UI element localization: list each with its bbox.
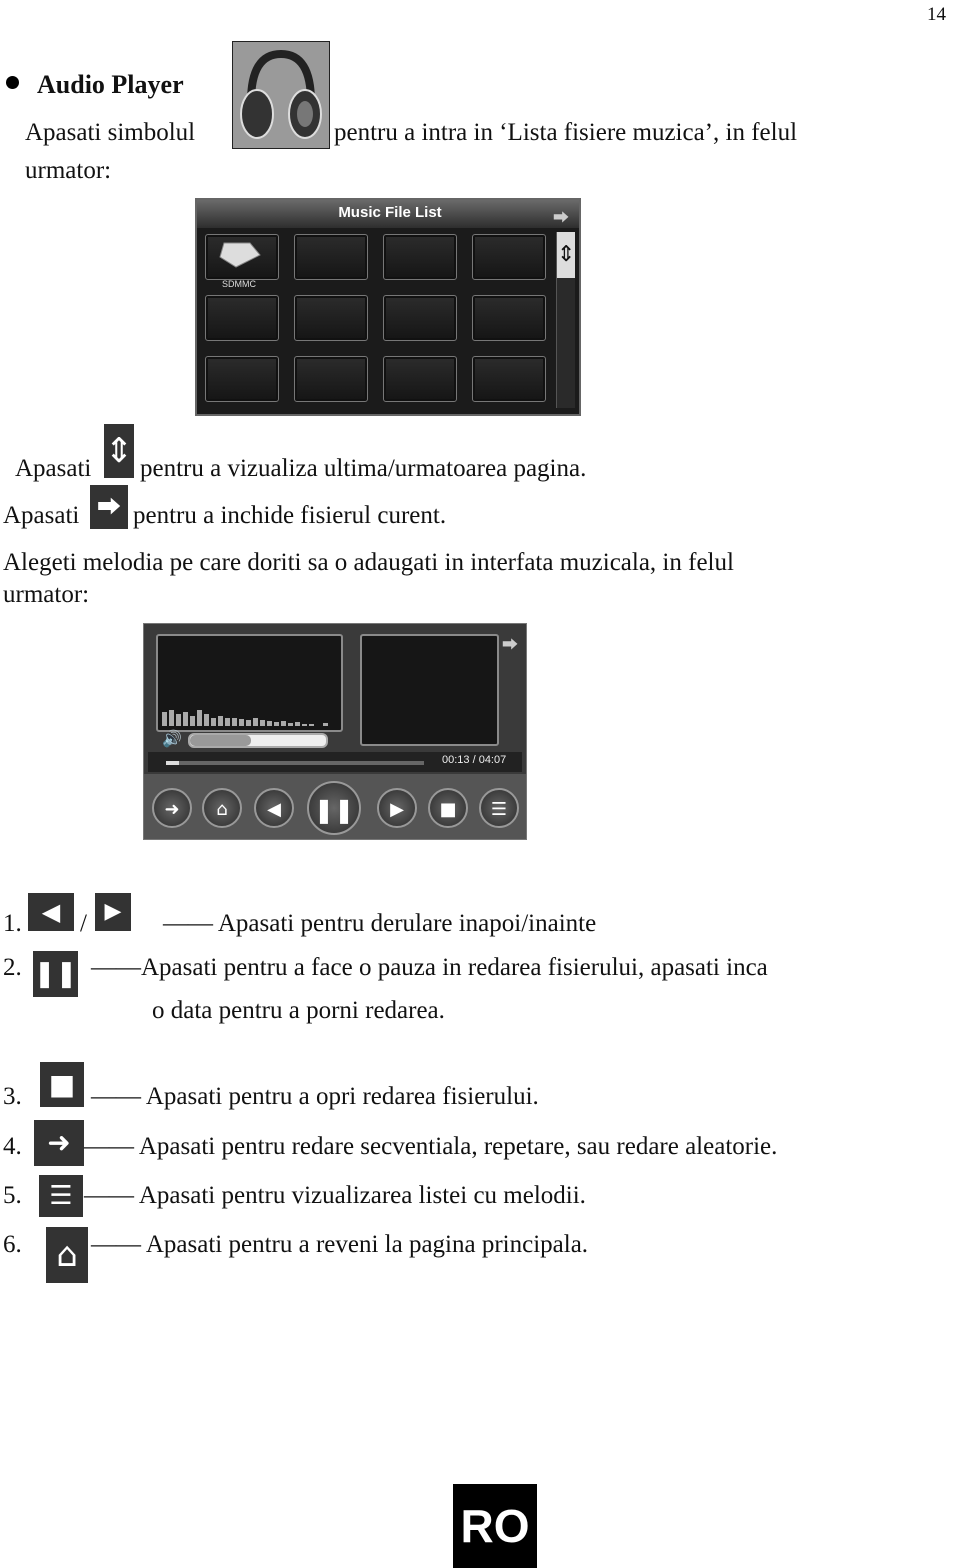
file-tile[interactable] bbox=[205, 234, 279, 280]
exit-icon[interactable]: ⮕ bbox=[552, 208, 569, 227]
play-mode-button[interactable]: ➜ bbox=[152, 788, 192, 828]
file-tile[interactable] bbox=[383, 356, 457, 402]
album-art-screen bbox=[360, 634, 499, 746]
file-tile[interactable] bbox=[205, 356, 279, 402]
legend-number-4: 4. bbox=[3, 1133, 22, 1160]
file-tile[interactable] bbox=[294, 295, 368, 341]
music-file-list-panel bbox=[195, 198, 581, 416]
file-tile[interactable] bbox=[383, 295, 457, 341]
file-tile[interactable] bbox=[294, 234, 368, 280]
scrollbar[interactable] bbox=[556, 232, 575, 408]
legend-number-1: 1. bbox=[3, 910, 22, 937]
home-icon: ⌂ bbox=[46, 1227, 88, 1283]
legend-text-6: —— Apasati pentru a reveni la pagina principala. bbox=[91, 1231, 589, 1258]
legend-text-3: —— Apasati pentru a opri redarea fisierului. bbox=[91, 1083, 539, 1110]
legend-number-3: 3. bbox=[3, 1083, 22, 1110]
legend-number-2: 2. bbox=[3, 954, 22, 981]
choose-text-2: urmator: bbox=[3, 581, 90, 608]
home-button[interactable]: ⌂ bbox=[202, 788, 242, 828]
pause-button[interactable]: ❚❚ bbox=[307, 781, 361, 835]
page-scroll-icon[interactable]: ⇕ bbox=[557, 232, 575, 278]
intro-text-3: urmator: bbox=[25, 157, 112, 184]
language-badge: RO bbox=[453, 1484, 537, 1568]
speaker-icon[interactable]: 🔊 bbox=[162, 729, 182, 748]
intro-text-1: Apasati simbolul bbox=[25, 119, 196, 146]
file-tile[interactable] bbox=[205, 295, 279, 341]
legend-text-1: —— Apasati pentru derulare inapoi/inainte bbox=[163, 910, 597, 937]
legend-text-4: —— Apasati pentru redare secventiala, repetare, sau redare aleatorie. bbox=[84, 1133, 778, 1160]
file-tile[interactable] bbox=[294, 356, 368, 402]
file-tile[interactable] bbox=[472, 356, 546, 402]
next-button[interactable]: ▶ bbox=[377, 788, 417, 828]
equalizer-screen bbox=[156, 634, 343, 732]
seek-bar[interactable] bbox=[166, 761, 424, 765]
pause-icon: ❚❚ bbox=[33, 951, 78, 997]
file-tile[interactable] bbox=[383, 234, 457, 280]
arrow-right-icon: ➜ bbox=[34, 1120, 84, 1166]
stop-icon: ■ bbox=[40, 1062, 84, 1107]
legend-text-2b: o data pentru a porni redarea. bbox=[152, 997, 445, 1024]
bullet bbox=[6, 76, 19, 89]
audio-player-panel bbox=[143, 623, 527, 840]
choose-text-1: Alegeti melodia pe care doriti sa o adaugati in interfata muzicala, in felul bbox=[3, 549, 734, 576]
up-down-arrow-icon: ⇕ bbox=[104, 424, 134, 478]
section-title: Audio Player bbox=[37, 70, 184, 99]
volume-slider[interactable] bbox=[188, 733, 328, 748]
list-icon: ☰ bbox=[39, 1175, 83, 1217]
legend-number-6: 6. bbox=[3, 1231, 22, 1258]
legend-number-5: 5. bbox=[3, 1182, 22, 1209]
volume-fill bbox=[190, 735, 251, 746]
page-instruction-text: pentru a vizualiza ultima/urmatoarea pagina. bbox=[140, 455, 587, 482]
sdmmc-label: SDMMC bbox=[222, 279, 256, 289]
page-number: 14 bbox=[927, 4, 946, 25]
legend-slash: / bbox=[80, 910, 87, 937]
headphones-icon bbox=[232, 41, 330, 149]
stop-button[interactable]: ■ bbox=[428, 788, 468, 828]
intro-text-2: pentru a intra in ‘Lista fisiere muzica’, in felul bbox=[334, 119, 798, 146]
close-instruction-text: pentru a inchide fisierul curent. bbox=[133, 502, 447, 529]
close-instruction-prefix: Apasati bbox=[3, 502, 80, 529]
panel-title: Music File List bbox=[338, 204, 442, 221]
legend-text-2a: ——Apasati pentru a face o pauza in redarea fisierului, apasati inca bbox=[91, 954, 768, 981]
page-instruction-prefix: Apasati bbox=[15, 455, 92, 482]
previous-button[interactable]: ◀ bbox=[254, 788, 294, 828]
legend-text-5: —— Apasati pentru vizualizarea listei cu melodii. bbox=[84, 1182, 586, 1209]
previous-icon: ◀ bbox=[28, 893, 74, 931]
exit-icon: ⮕ bbox=[90, 485, 128, 529]
exit-icon[interactable]: ⮕ bbox=[502, 635, 519, 654]
time-display: 00:13 / 04:07 bbox=[442, 754, 507, 766]
playlist-button[interactable]: ☰ bbox=[479, 788, 519, 828]
file-tile[interactable] bbox=[472, 234, 546, 280]
next-icon: ▶ bbox=[95, 893, 131, 931]
seek-fill bbox=[166, 761, 179, 765]
file-tile[interactable] bbox=[472, 295, 546, 341]
